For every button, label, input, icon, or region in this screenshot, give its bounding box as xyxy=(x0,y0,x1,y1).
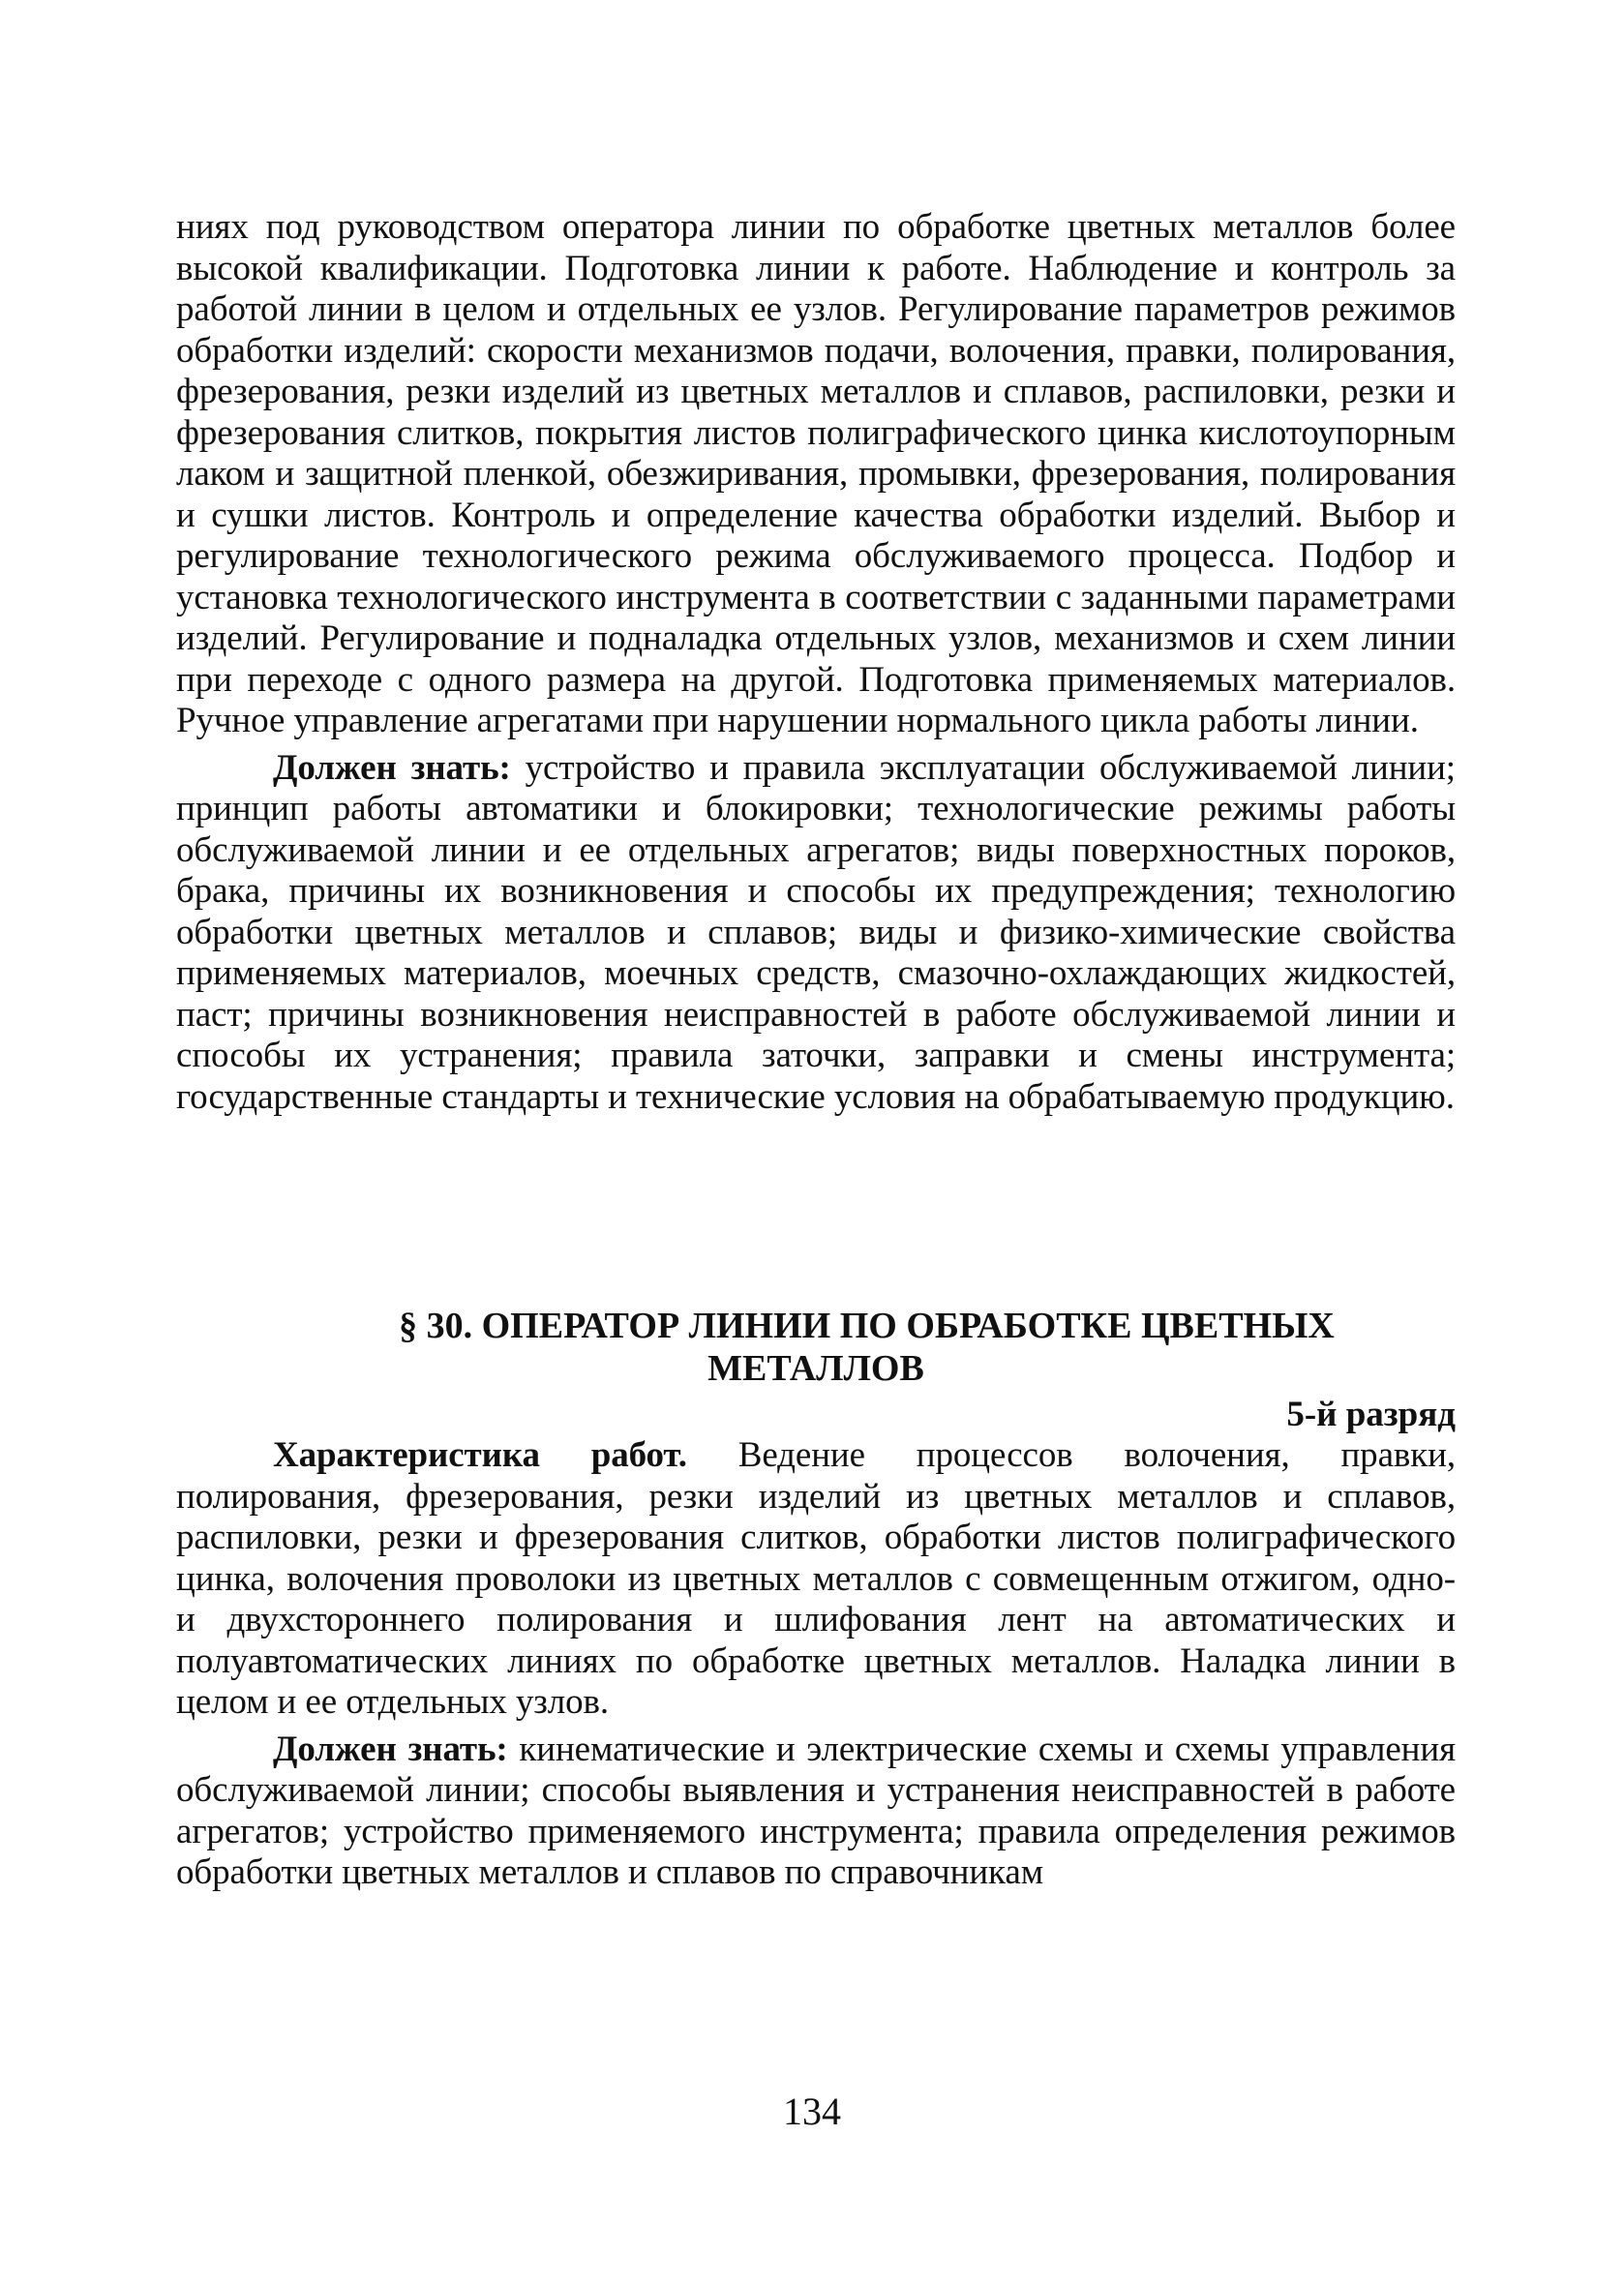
section-heading xyxy=(176,1305,1456,1390)
must-know-paragraph-1 xyxy=(176,748,1456,1119)
must-know-label: Должен знать: xyxy=(273,747,511,788)
must-know-label-2: Должен знать: xyxy=(273,1729,508,1769)
work-characteristics-label: Характеристика работ. xyxy=(273,1435,687,1475)
top-text-block xyxy=(176,207,1456,1118)
section-heading-line-2: МЕТАЛЛОВ xyxy=(707,1348,924,1389)
must-know-paragraph-2 xyxy=(176,1730,1456,1894)
work-characteristics-text: Ведение процессов волочения, правки, полирования, фрезерования, резки изделий из цветных металлов и сплавов, распиловки, резки и фрезерования слитков, обработки листов полиграфического цинка, волочения проволоки из цветных металлов с совмещенным отжигом, одно- и двухстороннего полирования и шлифования лент на автоматических и полуавтоматических линиях по обработке цветных металлов. Наладка линии в целом и ее отдельных узлов. xyxy=(176,1435,1456,1722)
section-text-block xyxy=(176,1435,1456,1894)
must-know-text: устройство и правила эксплуатации обслуживаемой линии; принцип работы автоматики и блокировки; технологические режимы работы обслуживаемой линии и ее отдельных агрегатов; виды поверхностных пороков, брака, причины их возникновения и способы их предупреждения; технологию обработки цветных металлов и сплавов; виды и физико-химические свойства применяемых материалов, моечных средств, смазочно-охлаждающих жидкостей, паст; причины возникновения неисправностей в работе обслуживаемой линии и способы их устранения; правила заточки, заправки и смены инструмента; государственные стандарты и технические условия на обрабатываемую продукцию. xyxy=(176,747,1456,1117)
continued-paragraph: ниях под руководством оператора линии по обработке цветных металлов более высокой квалификации. Подготовка линии к работе. Наблюдение и контроль за работой линии в целом и отдельных ее узлов. Регулирование параметров режимов обработки изделий: скорости механизмов подачи, волочения, правки, полирования, фрезерования, резки изделий из цветных металлов и сплавов, распиловки, резки и фрезерования слитков, покрытия листов полиграфического цинка кислотоупорным лаком и защитной пленкой, обезжиривания, промывки, фрезерования, полирования и сушки листов. Контроль и определение качества обработки изделий. Выбор и регулирование технологического режима обслуживаемого процесса. Подбор и установка технологического инструмента в соответствии с заданными параметрами изделий. Регулирование и подналадка отдельных узлов, механизмов и схем линии при переходе с одного размера на другой. Подготовка применяемых материалов. Ручное управление агрегатами при нарушении нормального цикла работы линии. xyxy=(176,207,1456,740)
must-know-text-2: кинематические и электрические схемы и схемы управления обслуживаемой линии; способы выявления и устранения неисправностей в работе агрегатов; устройство применяемого инструмента; правила определения режимов обработки цветных металлов и сплавов по справочникам xyxy=(176,1729,1456,1892)
section-heading-line-1: § 30. ОПЕРАТОР ЛИНИИ ПО ОБРАБОТКЕ ЦВЕТНЫХ xyxy=(399,1306,1335,1346)
page-number: 134 xyxy=(783,2090,841,2133)
grade-label: 5-й разряд xyxy=(1286,1395,1456,1434)
work-characteristics-paragraph xyxy=(176,1435,1456,1724)
